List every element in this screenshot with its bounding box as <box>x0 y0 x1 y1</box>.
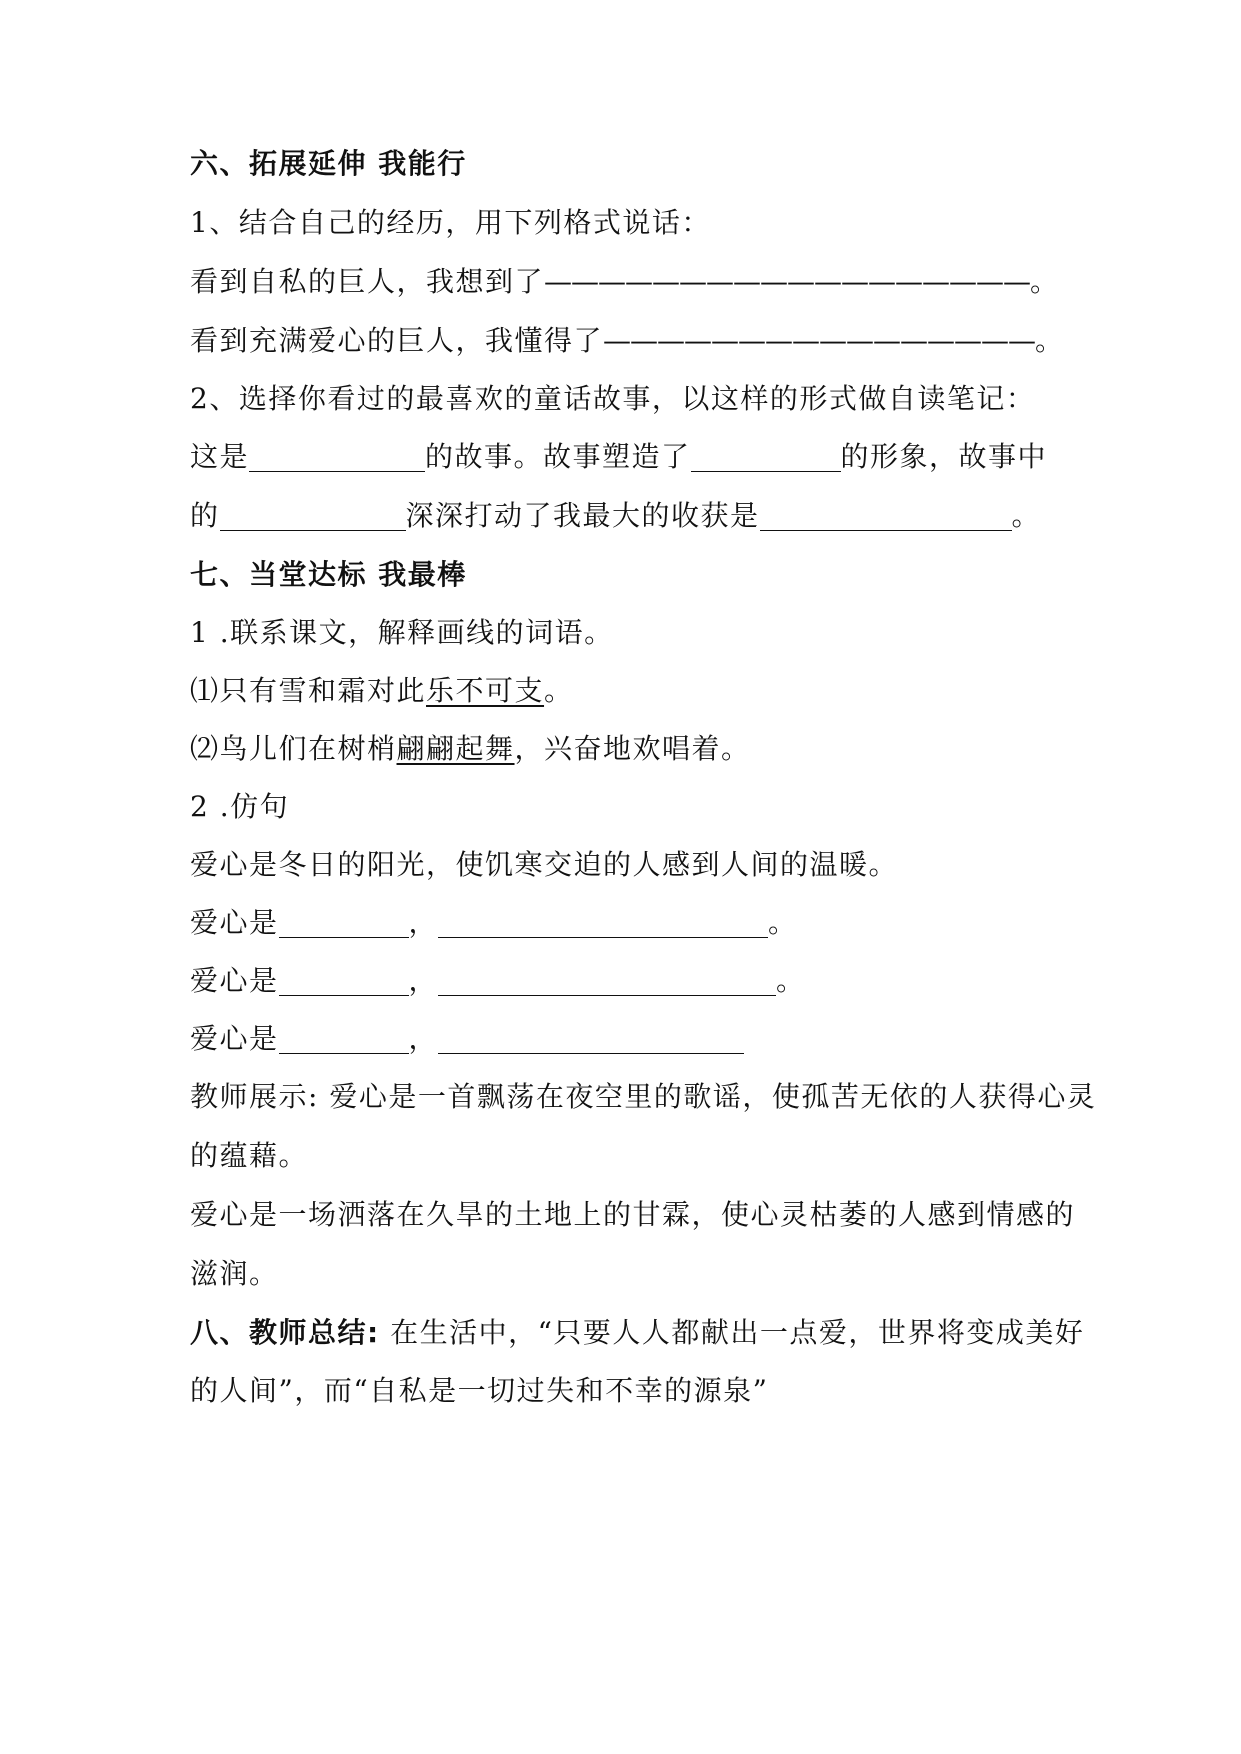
s6-q2-text-d: 的 <box>190 499 220 532</box>
s6-q2-text-f: 。 <box>1011 499 1042 532</box>
s6-q1-line-1-dashes: —————————————————— <box>544 265 1031 298</box>
s6-q2-line-1 <box>190 437 1090 477</box>
s6-q2-text-c: 的形象，故事中 <box>840 440 1048 473</box>
s6-q1-line-2-period: 。 <box>1035 324 1065 357</box>
s6-q1-line-2-prefix: 看到充满爱心的巨人，我懂得了 <box>190 324 604 357</box>
s7-question-2: 2 .仿句 <box>190 790 290 823</box>
s6-q2-blank-1[interactable] <box>249 441 425 472</box>
s7-fill-2-period: 。 <box>776 964 806 997</box>
s7-q1-a-prefix: ⑴只有雪和霜对此 <box>190 674 427 707</box>
s7-q1-item-b <box>190 729 1090 769</box>
s7-teacher-example-line-4: 滋润。 <box>190 1257 279 1290</box>
s7-fill-1-blank-b[interactable] <box>438 907 768 938</box>
s6-q1-line-2 <box>190 321 1090 361</box>
s7-fill-3-blank-b[interactable] <box>438 1023 744 1054</box>
s6-q2-line-2 <box>190 496 1090 536</box>
s6-q1-line-1 <box>190 262 1090 302</box>
s7-fill-1-blank-a[interactable] <box>279 907 409 938</box>
s6-question-2: 2、选择你看过的最喜欢的童话故事，以这样的形式做自读笔记： <box>190 382 1036 415</box>
s7-fill-2-comma: ， <box>408 964 439 997</box>
s6-q2-blank-4[interactable] <box>760 500 1012 531</box>
s6-q1-line-1-period: 。 <box>1030 265 1060 298</box>
s8-text-1: 在生活中，“只要人人都献出一点爱，世界将变成美好 <box>379 1316 1085 1349</box>
s6-q2-blank-2[interactable] <box>691 441 841 472</box>
s7-fill-1-period: 。 <box>768 906 798 939</box>
section-6-heading: 六、拓展延伸 我能行 <box>190 147 467 180</box>
s7-fill-3-blank-a[interactable] <box>279 1023 409 1054</box>
s7-teacher-example-line-1: 教师展示: 爱心是一首飘荡在夜空里的歌谣，使孤苦无依的人获得心灵 <box>190 1080 1097 1113</box>
section-7-heading: 七、当堂达标 我最棒 <box>190 558 467 591</box>
s7-fill-2-blank-a[interactable] <box>279 965 409 996</box>
s8-text-2: 的人间”，而“自私是一切过失和不幸的源泉” <box>190 1374 769 1407</box>
s7-q1-a-underlined-word: 乐不可支 <box>426 674 545 707</box>
section-8-heading: 八、教师总结: <box>190 1316 380 1349</box>
s6-q1-line-2-dashes: ———————————————— <box>603 324 1036 357</box>
s7-q1-b-suffix: ，兴奋地欢唱着。 <box>514 732 751 765</box>
s6-q1-line-1-prefix: 看到自私的巨人，我想到了 <box>190 265 545 298</box>
s7-q1-b-prefix: ⑵鸟儿们在树梢 <box>190 732 397 765</box>
s7-fill-line-2 <box>190 961 1090 1001</box>
s6-q2-text-a: 这是 <box>190 440 250 473</box>
s6-q2-blank-3[interactable] <box>220 500 406 531</box>
section-8-line-1 <box>190 1313 1090 1353</box>
s7-fill-3-comma: ， <box>408 1022 439 1055</box>
s7-example-sentence: 爱心是冬日的阳光，使饥寒交迫的人感到人间的温暖。 <box>190 848 899 881</box>
s6-question-1: 1、结合自己的经历，用下列格式说话： <box>190 206 711 239</box>
s7-fill-2-prefix: 爱心是 <box>190 964 279 997</box>
s7-fill-line-1 <box>190 903 1090 943</box>
s6-q2-text-b: 的故事。故事塑造了 <box>425 440 691 473</box>
s7-teacher-example-line-3: 爱心是一场洒落在久旱的土地上的甘霖，使心灵枯萎的人感到情感的 <box>190 1198 1076 1231</box>
s7-q1-b-underlined-word: 翩翩起舞 <box>396 732 515 765</box>
s7-teacher-example-line-2: 的蕴藉。 <box>190 1139 309 1172</box>
s7-fill-3-prefix: 爱心是 <box>190 1022 279 1055</box>
s7-question-1: 1 .联系课文，解释画线的词语。 <box>190 616 614 649</box>
s7-fill-1-prefix: 爱心是 <box>190 906 279 939</box>
s7-q1-item-a <box>190 671 1090 711</box>
s6-q2-text-e: 深深打动了我最大的收获是 <box>405 499 760 532</box>
s7-fill-2-blank-b[interactable] <box>438 965 776 996</box>
s7-q1-a-suffix: 。 <box>544 674 574 707</box>
s7-fill-line-3 <box>190 1019 1090 1059</box>
s7-fill-1-comma: ， <box>408 906 439 939</box>
